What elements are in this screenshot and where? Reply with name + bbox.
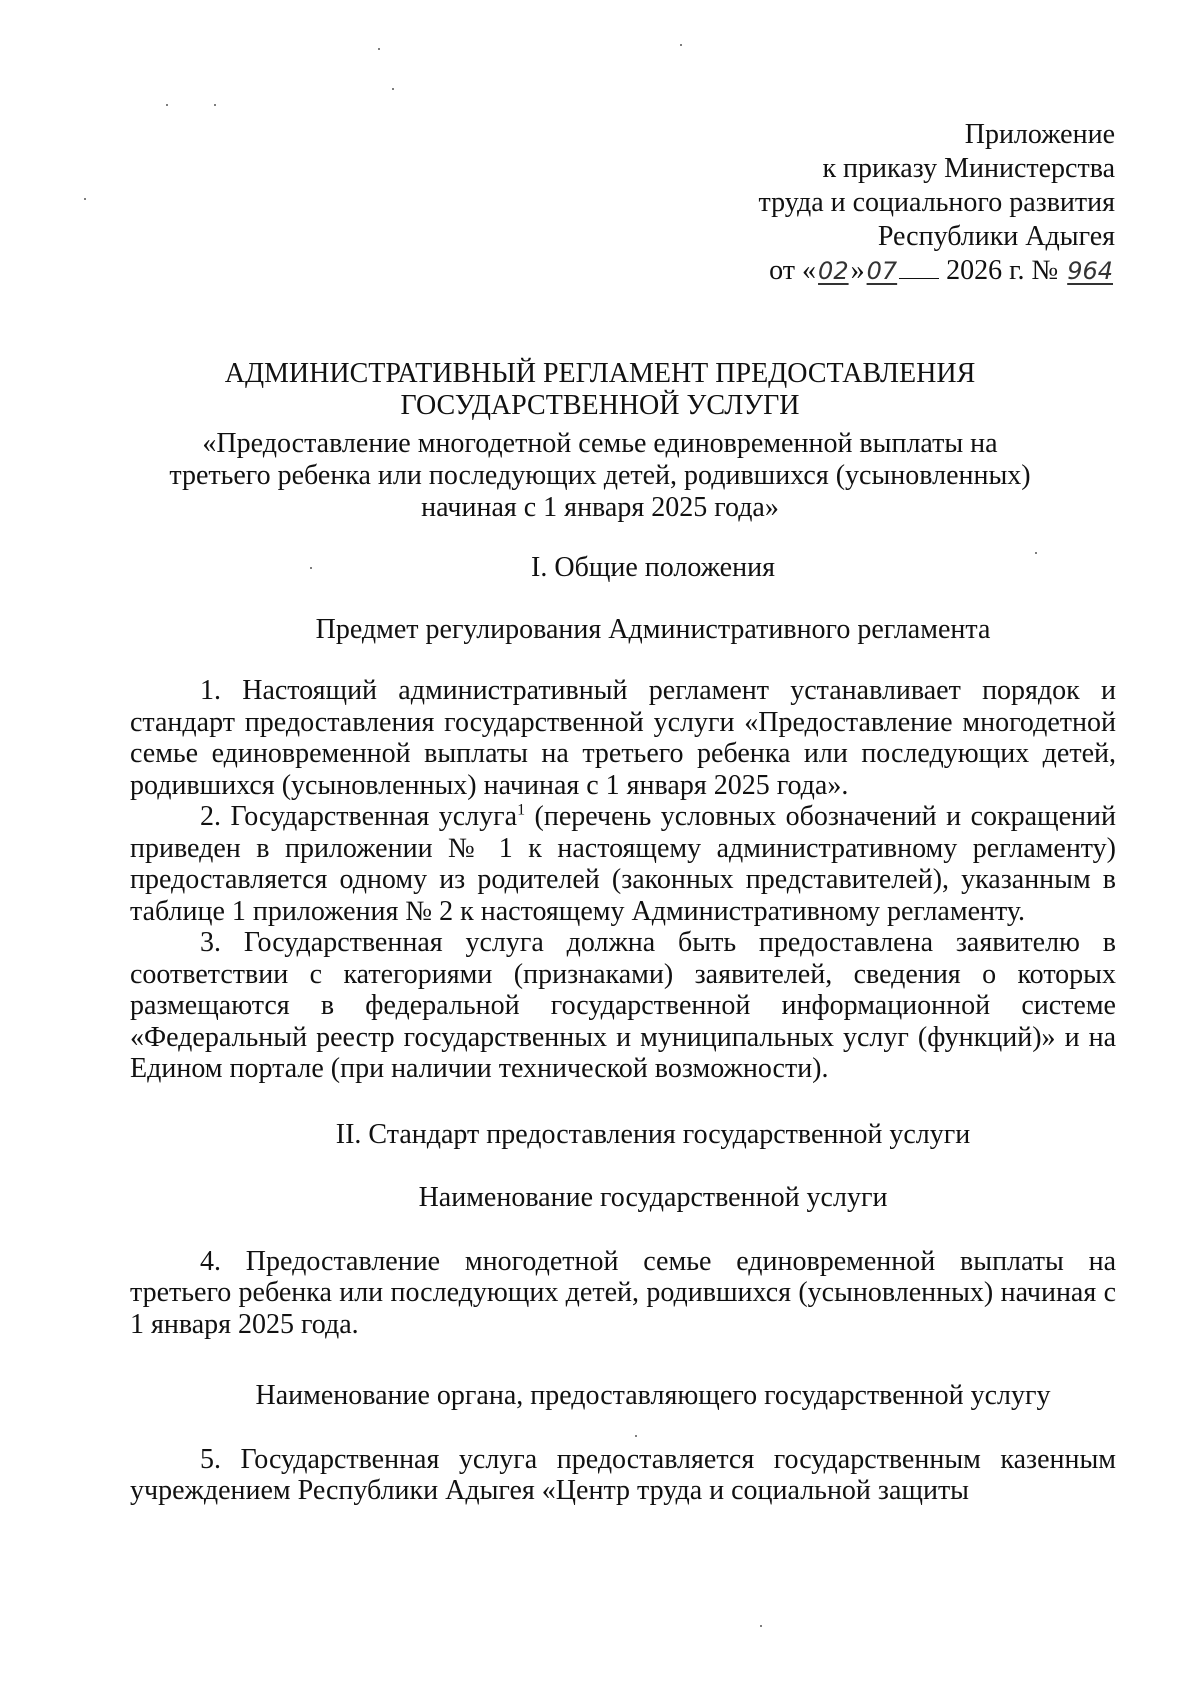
service-name-subheading: Наименование государственной услуги: [418, 1182, 888, 1213]
document-body: [130, 552, 1116, 1507]
paragraph-5: 5. Государственная услуга предоставляется государственным казенным учреждением Республики Адыгея «Центр труда и социальной защиты: [130, 1443, 1116, 1506]
handwritten-day: 02: [818, 257, 849, 285]
scan-speck: [680, 44, 682, 46]
paragraph-3: 3. Государственная услуга должна быть предоставлена заявителю в соответствии с категориями (признаками) заявителей, сведения о которых размещаются в федеральной государственной информационной системе «Федеральный реестр государственных и муниципальных услуг (функций)» и на Едином портале (при наличии технической возможности).: [130, 927, 1116, 1084]
approval-date-line: [759, 254, 1115, 288]
scan-speck: [392, 88, 394, 90]
title-line-3: «Предоставление многодетной семье единовременной выплаты на: [202, 428, 998, 459]
scan-speck: [214, 104, 216, 106]
title-line-1: АДМИНИСТРАТИВНЫЙ РЕГЛАМЕНТ ПРЕДОСТАВЛЕНИЯ: [224, 358, 976, 389]
date-prefix: от «: [769, 255, 817, 286]
date-year-number: 2026 г. №: [946, 255, 1059, 286]
approval-title: Приложение: [964, 119, 1115, 150]
paragraph-1: 1. Настоящий административный регламент устанавливает порядок и стандарт предоставления государственной услуги «Предоставление многодетной семье единовременной выплаты на третьего ребенка или последующих детей, родившихся (усыновленных) начиная с 1 января 2025 года».: [130, 675, 1116, 801]
handwritten-month: 07: [866, 257, 898, 285]
date-mid: »: [850, 255, 865, 286]
section-2-heading: II. Стандарт предоставления государственной услуги: [335, 1118, 971, 1150]
paragraph-2-rest: (перечень условных обозначений и сокращений приведен в приложении № 1 к настоящему административному регламенту) предоставляется одному из родителей (законных представителей), указанным в таблице 1 приложения № 2 к настоящему Административному регламенту.: [130, 801, 1116, 927]
approval-republic: Республики Адыгея: [877, 221, 1115, 252]
paragraph-4: 4. Предоставление многодетной семье единовременной выплаты на третьего ребенка или последующих детей, родившихся (усыновленных) начиная с 1 января 2025 года.: [130, 1245, 1116, 1340]
scan-speck: [378, 48, 380, 50]
date-blank: [899, 256, 939, 279]
scan-speck: [166, 104, 168, 106]
document-title: [120, 358, 1080, 524]
section-1-subheading: Предмет регулирования Административного регламента: [315, 613, 991, 645]
approval-ministry: труда и социального развития: [758, 187, 1115, 218]
title-line-5: начиная с 1 января 2025 года»: [421, 492, 779, 523]
section-1-heading: I. Общие положения: [531, 552, 775, 583]
footnote-marker: 1: [517, 801, 526, 819]
paragraph-2-start: 2. Государственная услуга: [200, 801, 518, 832]
paragraph-2: [130, 801, 1116, 927]
scan-speck: [84, 198, 86, 200]
scan-speck: [760, 1625, 762, 1627]
title-line-4: третьего ребенка или последующих детей, родившихся (усыновленных): [169, 460, 1031, 491]
approval-order-ref: к приказу Министерства: [822, 153, 1115, 184]
authority-subheading: Наименование органа, предоставляющего государственной услугу: [255, 1380, 1051, 1411]
handwritten-order-number: 964: [1067, 257, 1113, 285]
approval-block: [759, 118, 1115, 288]
title-line-2: ГОСУДАРСТВЕННОЙ УСЛУГИ: [400, 390, 800, 421]
